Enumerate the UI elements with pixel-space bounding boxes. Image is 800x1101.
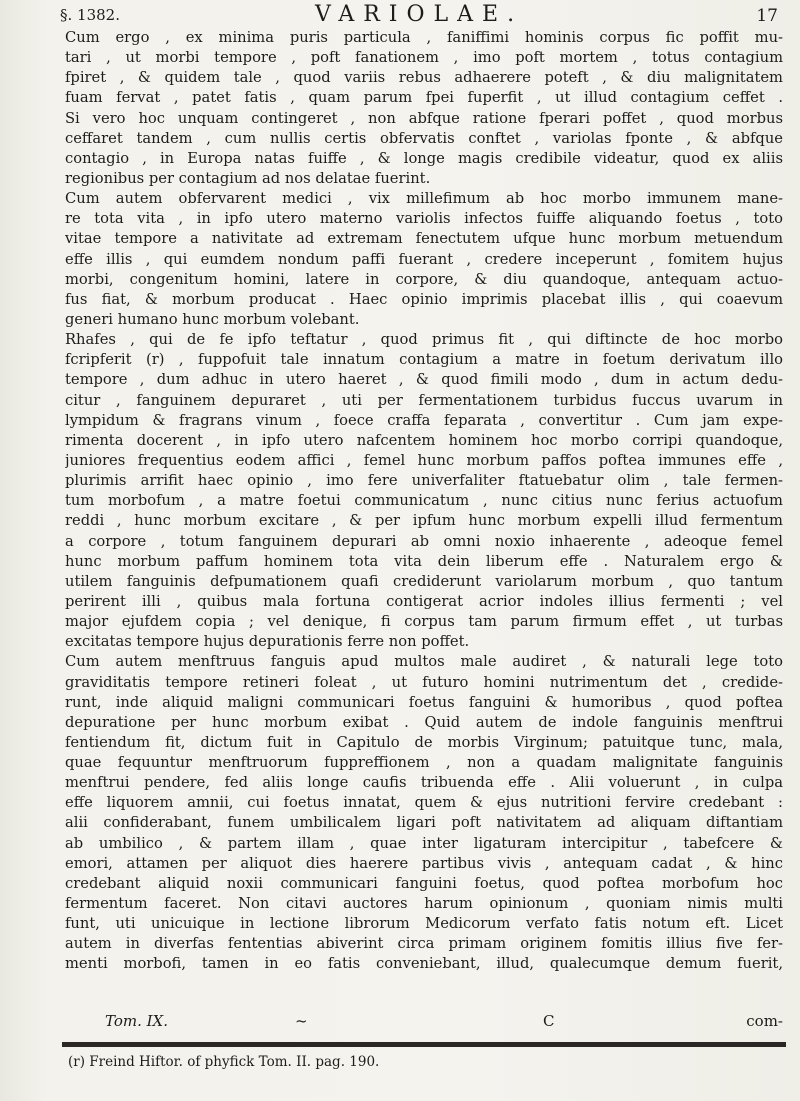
text-line: fus fiat, & morbum producat . Haec opinio imprimis placebat illis , qui coaevum: [65, 290, 783, 308]
text-line: regionibus per contagium ad nos delatae fuerint.: [65, 169, 431, 187]
text-line: citur , fanguinem depuraret , uti per fermentationem turbidus fuccus uvarum in: [65, 391, 783, 409]
text-line: hunc morbum paffum hominem tota vita dein liberum effe . Naturalem ergo &: [65, 552, 783, 570]
text-line: emori, attamen per aliquot dies haerere partibus vivis , antequam cadat , & hinc: [65, 854, 783, 872]
text-line: major ejufdem copia ; vel denique, fi corpus tam parum firmum effet , ut turbas: [65, 613, 783, 631]
text-line: graviditatis tempore retineri foleat , ut futuro homini nutrimentum det , credide-: [65, 673, 783, 691]
text-line: lympidum & fragrans vinum , foece craffa feparata , convertitur . Cum jam expe-: [65, 411, 783, 429]
text-line: Si vero hoc unquam contingeret , non abfque ratione fperari poffet , quod morbus: [65, 109, 783, 127]
text-line: effe illis , qui eumdem nondum paffi fuerant , credere inceperunt , fomitem hujus: [65, 250, 783, 268]
text-line: re tota vita , in ipfo utero materno variolis infectos fuiffe aliquando foetus , toto: [65, 210, 783, 228]
text-line: menftrui pendere, fed aliis longe caufis tribuenda effe . Alii voluerunt , in culpa: [65, 774, 783, 792]
text-line: Cum ergo , ex minima puris particula , faniffimi hominis corpus fic poffit mu-: [65, 29, 783, 46]
text-line: fuam fervat , patet fatis , quam parum fpei fuperfit , ut illud contagium ceffet .: [65, 89, 783, 107]
text-line: fentiendum fit, dictum fuit in Capitulo de morbis Virginum; patuitque tunc, mala,: [65, 733, 783, 751]
text-line: utilem fanguinis defpumationem quafi crediderunt variolarum morbum , quo tantum: [65, 572, 783, 590]
text-line: fermentum faceret. Non citavi auctores harum opinionum , quoniam nimis multi: [65, 895, 783, 913]
signature-mark: C: [543, 1012, 555, 1030]
text-line: depuratione per hunc morbum exibat . Quid autem de indole fanguinis menftrui: [65, 713, 783, 731]
section-number: §. 1382.: [60, 6, 120, 24]
text-line: alii confiderabant, funem umbilicalem ligari poft nativitatem ad aliquam diftantiam: [65, 814, 783, 832]
text-line: excitatas tempore hujus depurationis ferre non poffet.: [65, 633, 470, 651]
footnote: (r) Freind Hiftor. of phyfick Tom. II. pag. 190.: [68, 1054, 380, 1070]
text-line: generi humano hunc morbum volebant.: [65, 310, 360, 328]
text-line: fpiret , & quidem tale , quod variis rebus adhaerere poteft , & diu malignitatem: [65, 69, 783, 87]
text-line: fcripferit (r) , fuppofuit tale innatum contagium a matre in foetum derivatum illo: [65, 351, 783, 369]
text-line: runt, inde aliquid maligni communicari foetus fanguini & humoribus , quod poftea: [65, 693, 783, 711]
text-line: Cum autem obfervarent medici , vix millefimum ab hoc morbo immunem mane-: [65, 190, 783, 208]
text-line: reddi , hunc morbum excitare , & per ipfum hunc morbum expelli illud fermentum: [65, 512, 783, 530]
text-line: morbi, congenitum homini, latere in corpore, & diu quandoque, antequam actuo-: [65, 270, 783, 288]
text-line: tum morbofum , a matre foetui communicatum , nunc citius nunc ferius actuofum: [65, 492, 783, 510]
text-line: quae fequuntur menftruorum fuppreffionem , non a quadam malignitate fanguinis: [65, 754, 783, 772]
catchword: com-: [746, 1012, 783, 1030]
text-line: rimenta docerent , in ipfo utero nafcentem hominem hoc morbo corripi quandoque,: [65, 431, 783, 449]
page-title: VARIOLAE.: [314, 2, 524, 27]
text-line: vitae tempore a nativitate ad extremam fenectutem ufque hunc morbum metuendum: [65, 230, 783, 248]
text-line: tempore , dum adhuc in utero haeret , & quod fimili modo , dum in actum dedu-: [65, 371, 783, 389]
running-header: [60, 2, 778, 28]
text-line: Rhafes , qui de fe ipfo teftatur , quod primus fit , qui diftincte de hoc morbo: [65, 331, 783, 349]
text-line: plurimis arrifit haec opinio , imo fere univerfaliter ftatuebatur olim , tale fermen-: [65, 472, 783, 490]
text-line: ab umbilico , & partem illam , quae inter ligaturam intercipitur , tabefcere &: [65, 834, 783, 852]
text-line: funt, uti unicuique in lectione librorum Medicorum verfato fatis notum eft. Licet: [65, 915, 783, 933]
text-line: effe liquorem amnii, cui foetus innatat, quem & ejus nutritioni fervire credebant :: [65, 794, 783, 812]
text-line: juniores frequentius eodem affici , femel hunc morbum paffos poftea immunes effe ,: [65, 451, 783, 469]
volume-label: Tom. IX.: [105, 1012, 169, 1030]
text-line: perirent illi , quibus mala fortuna contigerat acrior indoles illius fermenti ; vel: [65, 592, 783, 610]
page-number: 17: [756, 6, 778, 26]
text-line: ceffaret tandem , cum nullis certis obfervatis conftet , variolas fponte , & abfque: [65, 129, 783, 147]
footnote-rule: [62, 1042, 786, 1047]
ornament-mark: ~: [295, 1012, 308, 1030]
text-line: Cum autem menftruus fanguis apud multos male audiret , & naturali lege toto: [65, 653, 783, 671]
text-line: tari , ut morbi tempore , poft fanationem , imo poft mortem , totus contagium: [65, 49, 783, 67]
text-line: menti morbofi, tamen in eo fatis conveniebant, illud, qualecumque demum fuerit,: [65, 955, 783, 973]
page-footer: [65, 1012, 783, 1034]
body-text: [65, 28, 783, 975]
text-line: autem in diverfas fententias abiverint circa primam originem fomitis illius five fer-: [65, 935, 783, 953]
text-line: contagio , in Europa natas fuiffe , & longe magis credibile videatur, quod ex aliis: [65, 149, 783, 167]
text-line: credebant aliquid noxii communicari fanguini foetus, quod poftea morbofum hoc: [65, 874, 783, 892]
text-line: a corpore , totum fanguinem depurari ab omni noxio inhaerente , adeoque femel: [65, 532, 783, 550]
